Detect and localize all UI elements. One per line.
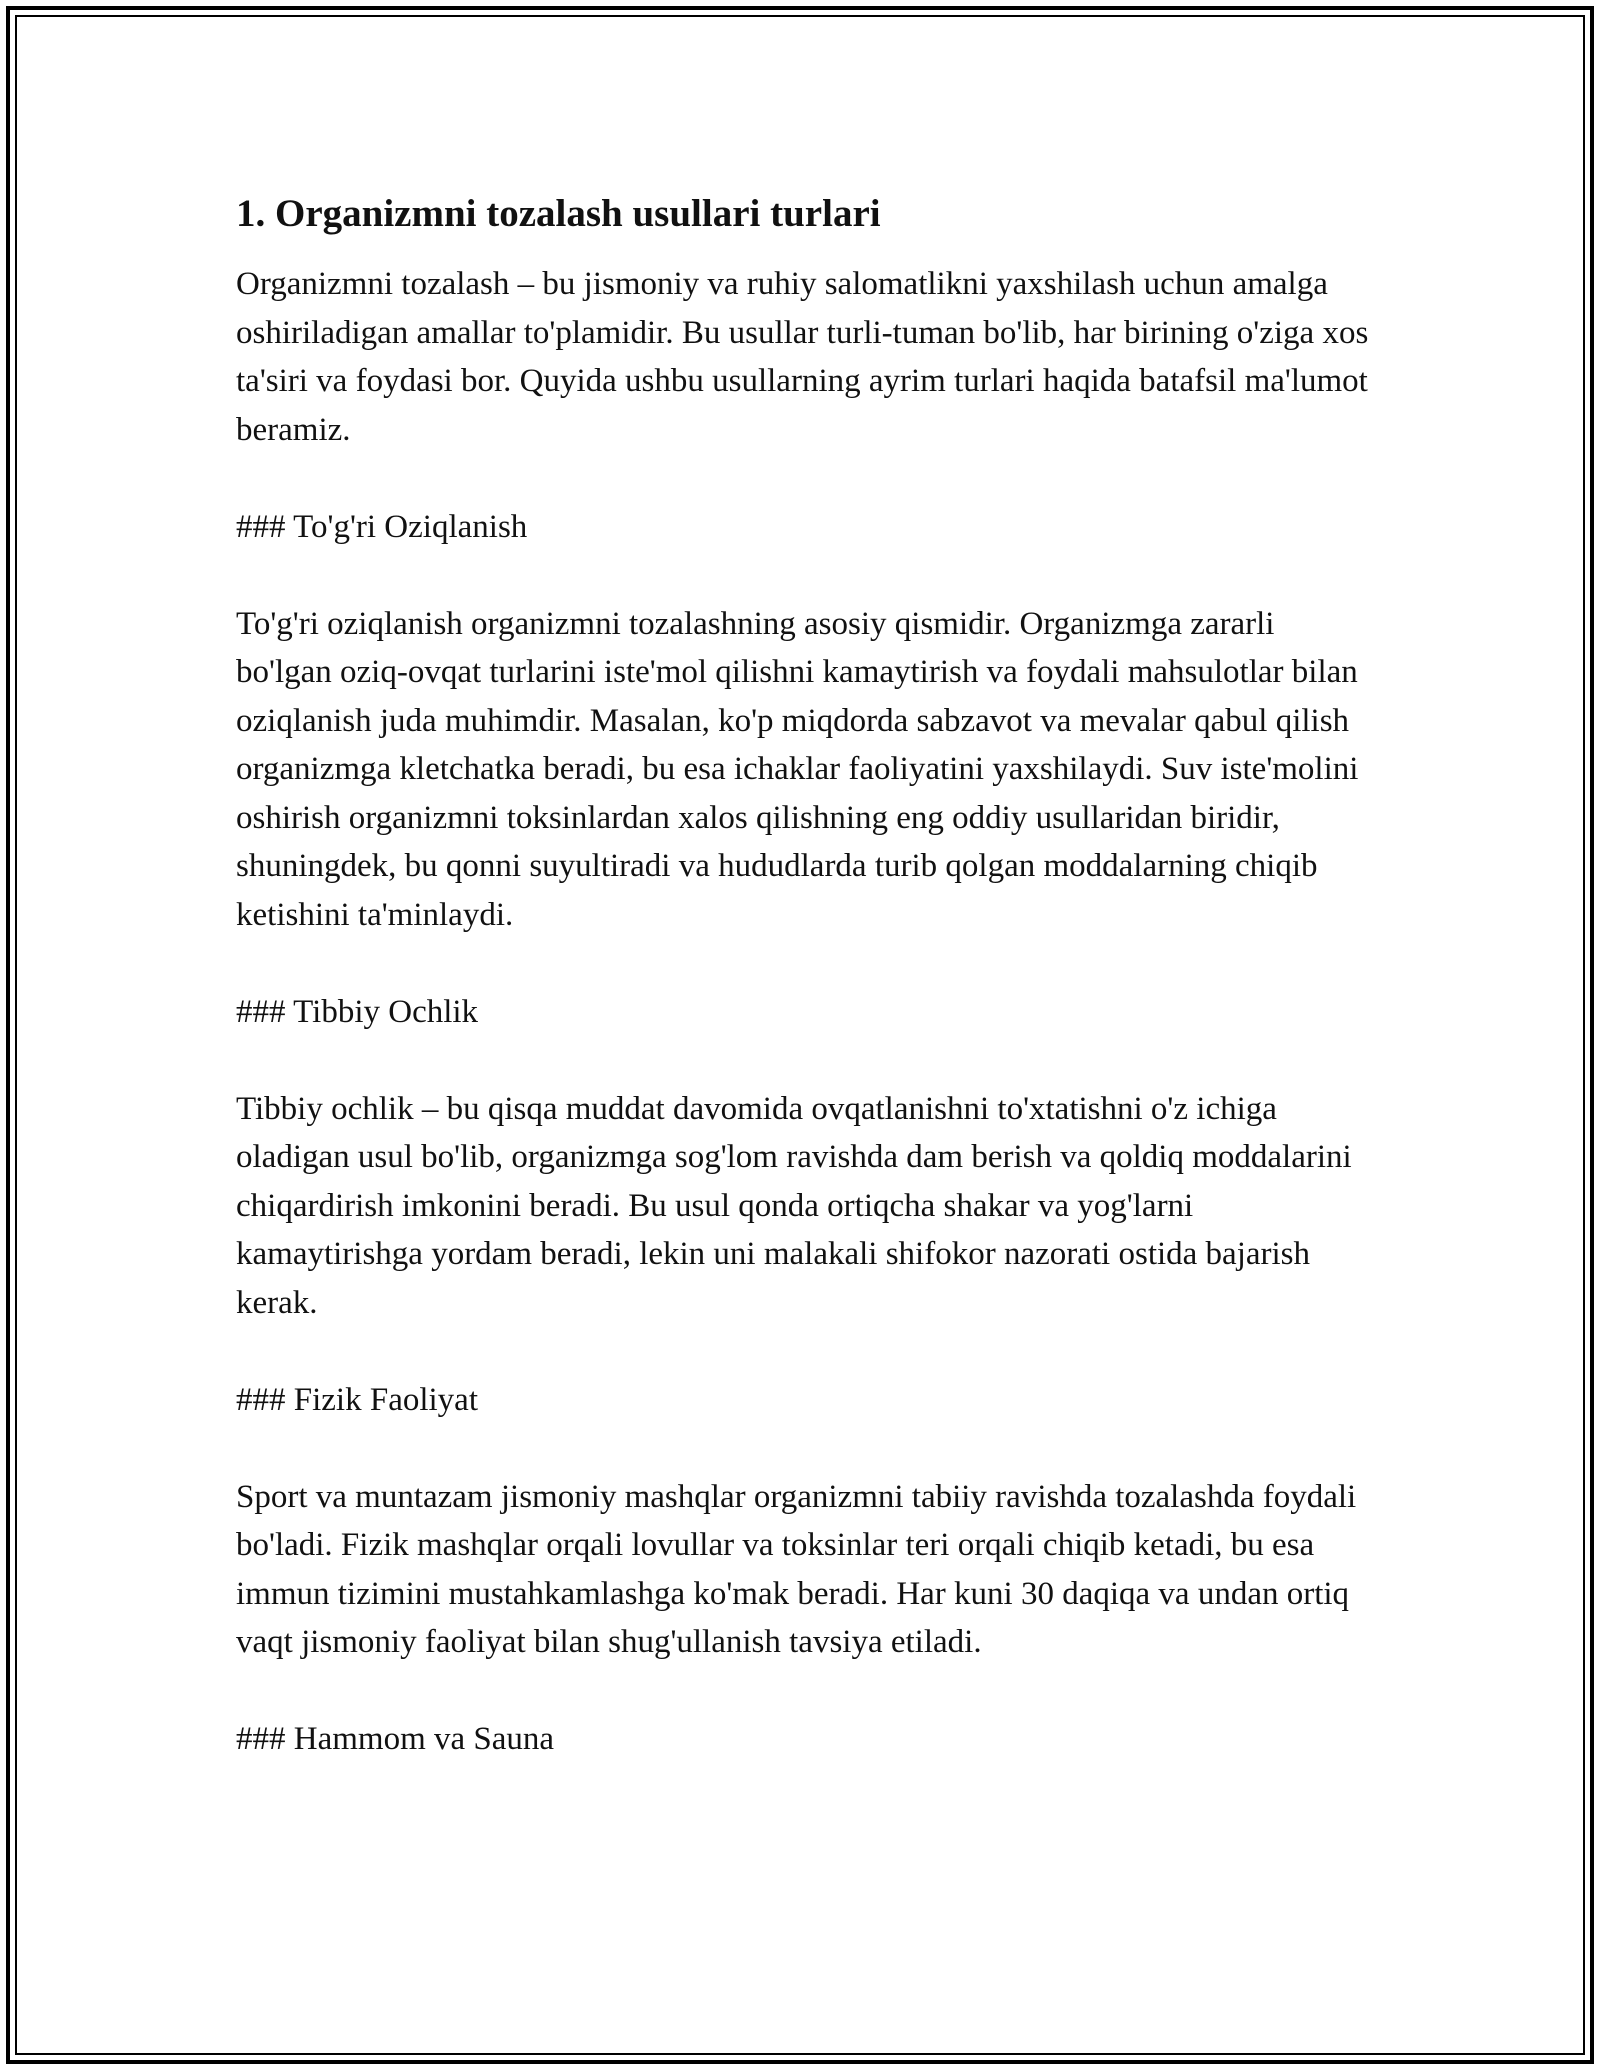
subheading-togri-oziqlanish: ### To'g'ri Oziqlanish [236, 508, 528, 545]
subheading-hammom-va-sauna: ### Hammom va Sauna [236, 1721, 555, 1757]
subheading-fizik-faoliyat: ### Fizik Faoliyat [236, 1381, 478, 1418]
subheading-tibbiy-ochlik: ### Tibbiy Ochlik [236, 993, 479, 1030]
paragraph-intro: Organizmni tozalash – bu jismoniy va ruhiy salomatlikni yaxshilash uchun amalga oshiriladigan amallar to'plamidir. Bu usullar turli-tuman bo'lib, har birining o'ziga xos ta'siri va foydasi bor. Quyida ushbu usullarning ayrim turlari haqida batafsil ma'lumot beramiz. [236, 266, 1369, 448]
document-body [236, 190, 1376, 1812]
paragraph-togri-oziqlanish: To'g'ri oziqlanish organizmni tozalashning asosiy qismidir. Organizmga zararli bo'lgan oziq-ovqat turlarini iste'mol qilishni kamaytirish va foydali mahsulotlar bilan oziqlanish juda muhimdir. Masalan, ko'p miqdorda sabzavot va mevalar qabul qilish organizmga kletchatka beradi, bu esa ichaklar faoliyatini yaxshilaydi. Suv iste'molini oshirish organizmni toksinlardan xalos qilishning eng oddiy usullaridan biridir, shuningdek, bu qonni suyultiradi va hududlarda turib qolgan moddalarning chiqib ketishini ta'minlaydi. [236, 605, 1359, 933]
paragraph-tibbiy-ochlik: Tibbiy ochlik – bu qisqa muddat davomida ovqatlanishni to'xtatishni o'z ichiga oladigan usul bo'lib, organizmga sog'lom ravishda dam berish va qoldiq moddalarini chiqardirish imkonini beradi. Bu usul qonda ortiqcha shakar va yog'larni kamaytirishga yordam beradi, lekin uni malakali shifokor nazorati ostida bajarish kerak. [236, 1090, 1352, 1321]
paragraph-fizik-faoliyat: Sport va muntazam jismoniy mashqlar organizmni tabiiy ravishda tozalashda foydali bo'ladi. Fizik mashqlar orqali lovullar va toksinlar teri orqali chiqib ketadi, bu esa immun tizimini mustahkamlashga ko'mak beradi. Har kuni 30 daqiqa va undan ortiq vaqt jismoniy faoliyat bilan shug'ullanish tavsiya etiladi. [236, 1478, 1357, 1660]
document-title: 1. Organizmni tozalash usullari turlari [236, 192, 881, 235]
